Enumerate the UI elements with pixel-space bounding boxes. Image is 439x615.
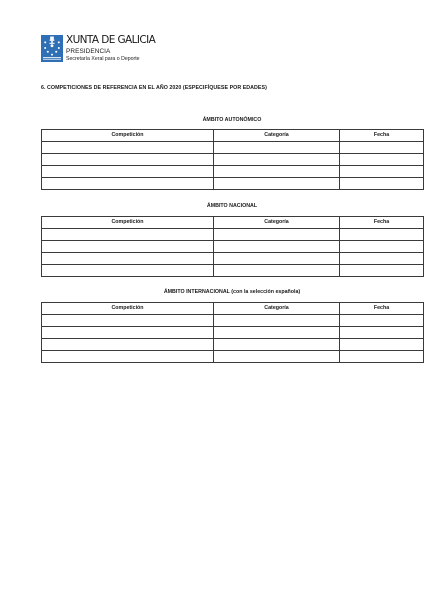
cell-competicion[interactable] [42,166,214,178]
cell-competicion[interactable] [42,154,214,166]
cell-competicion[interactable] [42,327,214,339]
table-row [42,327,424,339]
department-name: PRESIDENCIA [66,48,111,55]
cell-categoria[interactable] [214,265,340,277]
block-title-internacional: ÁMBITO INTERNACIONAL (con la selección española) [163,289,301,295]
cell-competicion[interactable] [42,229,214,241]
cell-fecha[interactable] [340,327,424,339]
column-header-fecha: Fecha [340,303,424,315]
cell-fecha[interactable] [340,229,424,241]
table-header-row [42,130,424,142]
letterhead [41,35,155,62]
cell-categoria[interactable] [214,229,340,241]
table-row [42,229,424,241]
cell-categoria[interactable] [214,339,340,351]
cell-competicion[interactable] [42,315,214,327]
cell-categoria[interactable] [214,166,340,178]
cell-competicion[interactable] [42,351,214,363]
column-header-competicion: Competición [42,130,214,142]
table-row [42,241,424,253]
org-name: XUNTA DE GALICIA [66,34,156,46]
table-nacional [41,216,424,277]
cell-competicion[interactable] [42,265,214,277]
letterhead-text [66,35,155,62]
cell-categoria[interactable] [214,327,340,339]
column-header-fecha: Fecha [340,130,424,142]
column-header-competicion: Competición [42,303,214,315]
subdepartment-name: Secretaría Xeral para o Deporte [66,56,140,62]
column-header-fecha: Fecha [340,217,424,229]
cell-competicion[interactable] [42,178,214,190]
table-internacional [41,302,424,363]
cell-fecha[interactable] [340,339,424,351]
table-row [42,166,424,178]
table-row [42,142,424,154]
cell-fecha[interactable] [340,154,424,166]
table-row [42,315,424,327]
table-row [42,339,424,351]
cell-fecha[interactable] [340,315,424,327]
block-title-autonomico: ÁMBITO AUTONÓMICO [202,117,262,123]
table-row [42,154,424,166]
column-header-categoria: Categoría [214,217,340,229]
cell-fecha[interactable] [340,142,424,154]
cell-categoria[interactable] [214,241,340,253]
cell-fecha[interactable] [340,241,424,253]
cell-competicion[interactable] [42,241,214,253]
cell-categoria[interactable] [214,178,340,190]
cell-competicion[interactable] [42,339,214,351]
cell-fecha[interactable] [340,265,424,277]
cell-categoria[interactable] [214,315,340,327]
table-header-row [42,217,424,229]
cell-competicion[interactable] [42,253,214,265]
table-row [42,265,424,277]
xunta-emblem-icon [41,35,63,62]
table-row [42,178,424,190]
cell-categoria[interactable] [214,142,340,154]
table-header-row [42,303,424,315]
cell-competicion[interactable] [42,142,214,154]
section-title: 6. COMPETICIONES DE REFERENCIA EN EL AÑO 2020 (ESPECIFÍQUESE POR EDADES) [41,85,267,91]
cell-categoria[interactable] [214,154,340,166]
cell-fecha[interactable] [340,166,424,178]
cell-categoria[interactable] [214,253,340,265]
block-title-nacional: ÁMBITO NACIONAL [206,203,258,209]
column-header-categoria: Categoría [214,303,340,315]
cell-fecha[interactable] [340,178,424,190]
cell-fecha[interactable] [340,253,424,265]
cell-categoria[interactable] [214,351,340,363]
table-row [42,253,424,265]
table-row [42,351,424,363]
table-autonomico [41,129,424,190]
column-header-categoria: Categoría [214,130,340,142]
cell-fecha[interactable] [340,351,424,363]
column-header-competicion: Competición [42,217,214,229]
